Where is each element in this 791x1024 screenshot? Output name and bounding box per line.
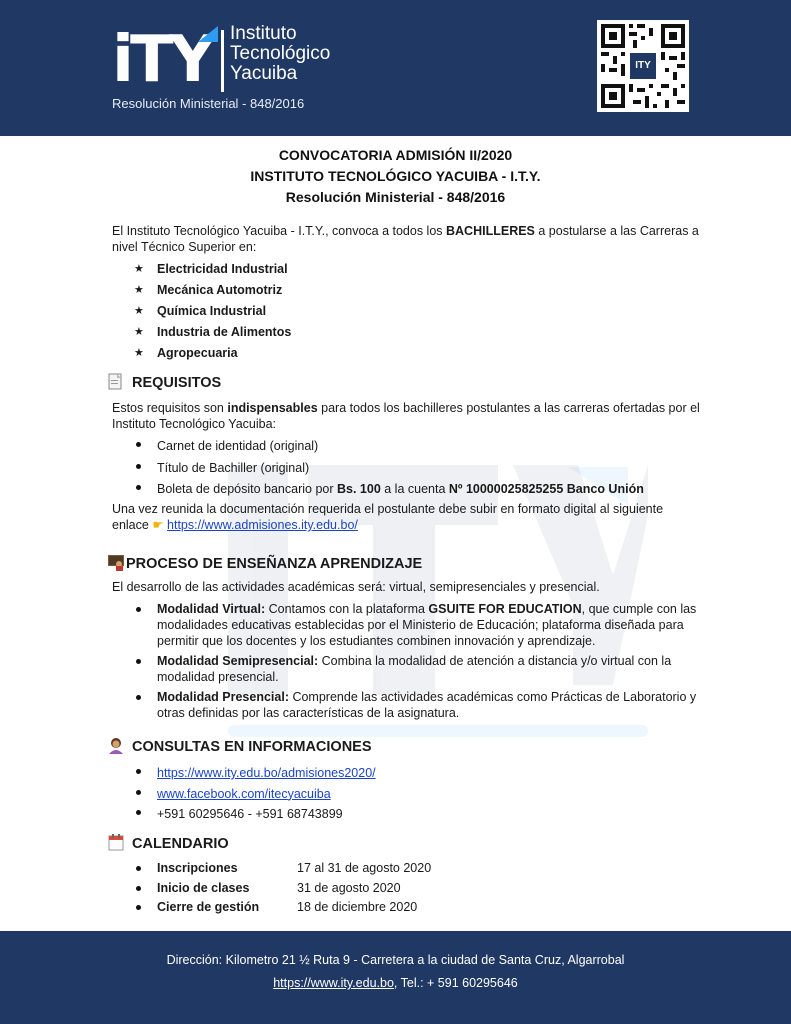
list-item [112, 601, 702, 649]
intro-bold: BACHILLERES [446, 224, 535, 238]
modalidad-bold: GSUITE FOR EDUCATION [428, 602, 582, 616]
header-bar [0, 0, 791, 136]
bullet-icon [136, 790, 141, 795]
consultas-list [112, 763, 702, 825]
list-item [112, 436, 702, 458]
section-title: CALENDARIO [132, 836, 229, 852]
career-label: Mecánica Automotriz [157, 283, 283, 297]
teacher-icon [108, 554, 124, 571]
note-paragraph [112, 501, 702, 533]
star-icon: ★ [134, 326, 144, 338]
title-line2: INSTITUTO TECNOLÓGICO YACUIBA - I.T.Y. [250, 168, 541, 184]
list-item [112, 899, 702, 919]
logo-name-line2: Tecnológico [230, 43, 331, 64]
admisiones-link[interactable]: https://www.admisiones.ity.edu.bo/ [167, 518, 358, 532]
bullet-icon [136, 659, 141, 664]
modalidad-label: Modalidad Presencial: [157, 690, 289, 704]
proceso-intro [112, 579, 702, 595]
section-title: REQUISITOS [132, 375, 222, 391]
section-title: CONSULTAS EN INFORMACIONES [132, 739, 372, 755]
cal-label: Inicio de clases [157, 880, 250, 895]
bullet-icon [136, 464, 141, 469]
req-text-b: para todos los bachilleres postulantes a las carreras ofertadas por el Instituto Tecnológico Yacuiba: [112, 401, 700, 431]
ity-logo [112, 20, 372, 115]
logo-mark: iTY [112, 23, 212, 97]
bullet-icon [136, 810, 141, 815]
list-item [112, 653, 702, 685]
admisiones2020-link[interactable]: https://www.ity.edu.bo/admisiones2020/ [157, 766, 376, 780]
cal-value: 18 de diciembre 2020 [297, 900, 418, 914]
footer-website-link[interactable]: https://www.ity.edu.bo [273, 976, 394, 990]
intro-section [112, 223, 702, 255]
req3-amount: Bs. 100 [337, 482, 381, 496]
modalidad-text: Contamos con la plataforma [265, 602, 429, 616]
career-label: Agropecuaria [157, 346, 238, 360]
modalidad-text: Comprende las actividades académicas como Prácticas de Laboratorio y otras definidas por las características de la asignatura. [157, 690, 697, 720]
career-label: Electricidad Industrial [157, 262, 288, 276]
req-text-a: Estos requisitos son [112, 401, 228, 415]
req3-account: Nº 10000025825255 Banco Unión [448, 482, 644, 496]
bullet-icon [136, 866, 141, 871]
careers-list [112, 259, 702, 364]
list-item [112, 784, 702, 805]
career-label: Industria de Alimentos [157, 325, 292, 339]
list-item [112, 804, 702, 825]
footer-bar [0, 931, 791, 1024]
calendario-list [112, 860, 702, 919]
cal-label: Inscripciones [157, 861, 238, 875]
list-item [112, 860, 702, 880]
logo-resolution: Resolución Ministerial - 848/2016 [112, 96, 305, 111]
requisitos-body [112, 400, 702, 432]
list-item [112, 880, 702, 900]
footer-address: Dirección: Kilometro 21 ½ Ruta 9 - Carretera a la ciudad de Santa Cruz, Algarrobal [166, 953, 625, 967]
req3-text-c: a la cuenta [380, 482, 449, 496]
intro-text-b: a postularse a las Carreras a nivel Técnico Superior en: [112, 224, 699, 254]
req3-text-a: Boleta de depósito bancario por [157, 482, 337, 496]
note-text: Una vez reunida la documentación requerida el postulante debe subir en formato digital al siguiente enlace [112, 502, 664, 532]
career-label: Química Industrial [157, 304, 267, 318]
proceso-heading [108, 554, 422, 574]
announcement-title [0, 145, 791, 208]
qr-center-label: ITY [635, 60, 651, 71]
calendario-heading [108, 834, 229, 854]
footer-tel: , Tel.: + 591 60295646 [393, 976, 518, 990]
title-line1: CONVOCATORIA ADMISIÓN II/2020 [278, 147, 513, 163]
req-bold: indispensables [227, 401, 318, 415]
logo-divider [221, 30, 224, 92]
list-item [112, 479, 702, 501]
consultas-heading [108, 737, 372, 757]
logo-name-line3: Yacuiba [230, 63, 298, 84]
list-item [112, 689, 702, 721]
list-item [112, 301, 702, 322]
list-item [112, 343, 702, 364]
intro-text-a: El Instituto Tecnológico Yacuiba - I.T.Y., convoca a todos los [112, 224, 446, 238]
requisitos-note [112, 501, 702, 533]
requisitos-list [112, 436, 702, 501]
star-icon: ★ [134, 347, 144, 359]
requisito-label: Título de Bachiller (original) [157, 460, 310, 475]
calendar-icon [108, 834, 124, 851]
requisito-label: Carnet de identidad (original) [157, 439, 319, 453]
list-item [112, 458, 702, 480]
footer-contact [0, 972, 791, 994]
bullet-icon [136, 607, 141, 612]
modalidad-label: Modalidad Semipresencial: [157, 654, 319, 668]
modalidad-text: Combina la modalidad de atención a distancia y/o virtual con la modalidad presencial. [157, 654, 672, 684]
list-item [112, 322, 702, 343]
modalidad-label: Modalidad Virtual: [157, 602, 266, 616]
list-item [112, 259, 702, 280]
title-line3: Resolución Ministerial - 848/2016 [285, 189, 506, 205]
facebook-link[interactable]: www.facebook.com/itecyacuiba [157, 786, 331, 801]
intro-paragraph [112, 223, 702, 255]
star-icon: ★ [134, 284, 144, 296]
cal-label: Cierre de gestión [157, 900, 260, 914]
cal-value: 31 de agosto 2020 [297, 880, 401, 895]
pointing-hand-icon: ☛ [152, 518, 164, 532]
phone-numbers: +591 60295646 - +591 68743899 [157, 807, 343, 821]
requisitos-paragraph [112, 400, 702, 432]
star-icon: ★ [134, 263, 144, 275]
bullet-icon [136, 485, 141, 490]
proceso-intro-text: El desarrollo de las actividades académicas será: virtual, semipresenciales y presencial. [112, 580, 600, 594]
bullet-icon [136, 442, 141, 447]
logo-name-line1: Instituto [230, 23, 297, 44]
person-info-icon [108, 737, 124, 754]
bullet-icon [136, 769, 141, 774]
document-icon [108, 373, 124, 390]
proceso-list [112, 601, 702, 721]
qr-code [597, 20, 689, 112]
cal-value: 17 al 31 de agosto 2020 [297, 861, 432, 875]
list-item [112, 763, 702, 784]
logo-name [230, 24, 330, 84]
list-item [112, 280, 702, 301]
bullet-icon [136, 695, 141, 700]
modalidad-text-b: , que cumple con las modalidades educativas establecidas por el Ministerio de Educación; plataforma diseñada para permitir que los docentes y los estudiantes combinen innovación y aprendizaje. [157, 602, 697, 648]
section-title: PROCESO DE ENSEÑANZA APRENDIZAJE [126, 556, 423, 572]
bullet-icon [136, 905, 141, 910]
star-icon: ★ [134, 305, 144, 317]
bullet-icon [136, 886, 141, 891]
logo-accent-icon [198, 26, 220, 44]
requisitos-heading [108, 373, 221, 393]
